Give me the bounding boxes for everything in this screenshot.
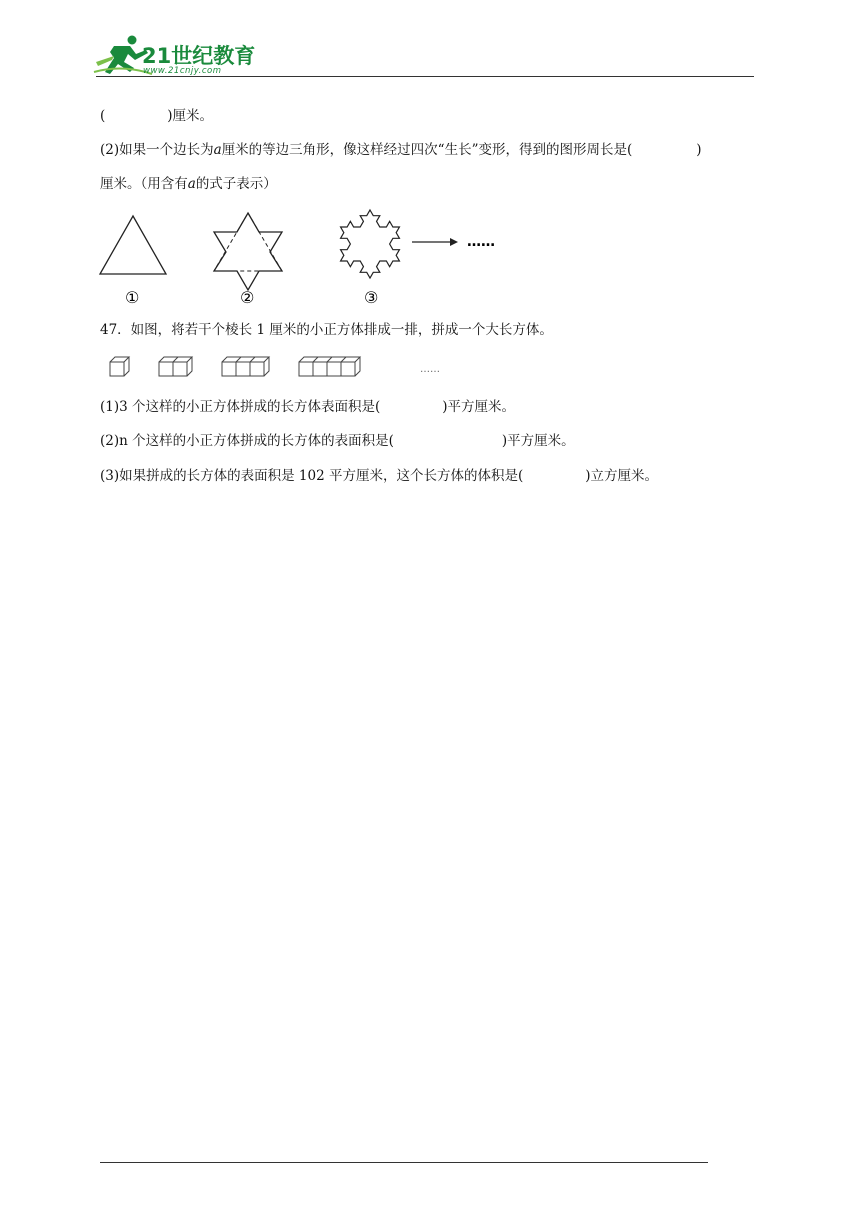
- q46-line3-suffix: 的式子表示）: [195, 176, 277, 192]
- q46-line3-prefix: 厘米。（用含有: [100, 176, 188, 192]
- q46-line3: [100, 175, 277, 193]
- star-figure: [214, 213, 282, 290]
- variable-a: a: [187, 176, 196, 192]
- arrow-icon: [412, 238, 458, 246]
- figure-label-1: ①: [125, 288, 140, 307]
- logo-url: www.21cnjy.com: [143, 66, 222, 76]
- figure-label-3: ③: [364, 288, 379, 307]
- q47-stem: 47．如图，将若干个棱长 1 厘米的小正方体排成一排，拼成一个大长方体。: [100, 322, 553, 338]
- cube-rows: [100, 350, 460, 386]
- q46-line1: [100, 107, 213, 125]
- q46-part2-mid: 厘米的等边三角形，像这样经过四次“生长”变形，得到的图形周长是(: [221, 142, 633, 158]
- footer-rule: [100, 1162, 708, 1163]
- koch-figures: [90, 200, 520, 310]
- q46-line1-open: (: [100, 108, 106, 124]
- variable-a: a: [213, 142, 222, 158]
- q47-part2: [100, 432, 575, 450]
- q47-part1: [100, 398, 515, 416]
- header-rule: [96, 76, 754, 77]
- q46-part2: [100, 141, 702, 159]
- q46-part2-close: ): [696, 142, 702, 158]
- triangle-figure: [100, 216, 166, 274]
- q47-part1-prefix: (1)3 个这样的小正方体拼成的长方体表面积是(: [100, 399, 381, 415]
- q47-part2-suffix: )平方厘米。: [501, 433, 575, 449]
- q47-part3-prefix: (3)如果拼成的长方体的表面积是 102 平方厘米，这个长方体的体积是(: [100, 468, 524, 484]
- cube-row-3: [222, 357, 269, 376]
- q47-part3: [100, 467, 658, 485]
- cube-row-1: [110, 357, 129, 376]
- cube-dots: ……: [420, 364, 440, 375]
- q47-part2-prefix: (2)n 个这样的小正方体拼成的长方体的表面积是(: [100, 433, 394, 449]
- q47-part3-suffix: )立方厘米。: [585, 468, 659, 484]
- figure-ellipsis: ……: [467, 234, 495, 250]
- logo-text: 21世纪教育: [142, 44, 256, 68]
- figure-label-2: ②: [240, 288, 255, 307]
- q46-line1-close: )厘米。: [167, 108, 214, 124]
- cube-row-4: [299, 357, 360, 376]
- q46-part2-prefix: (2)如果一个边长为: [100, 142, 214, 158]
- cube-row-2: [159, 357, 192, 376]
- snowflake-figure: [341, 210, 400, 278]
- q47-part1-suffix: )平方厘米。: [442, 399, 516, 415]
